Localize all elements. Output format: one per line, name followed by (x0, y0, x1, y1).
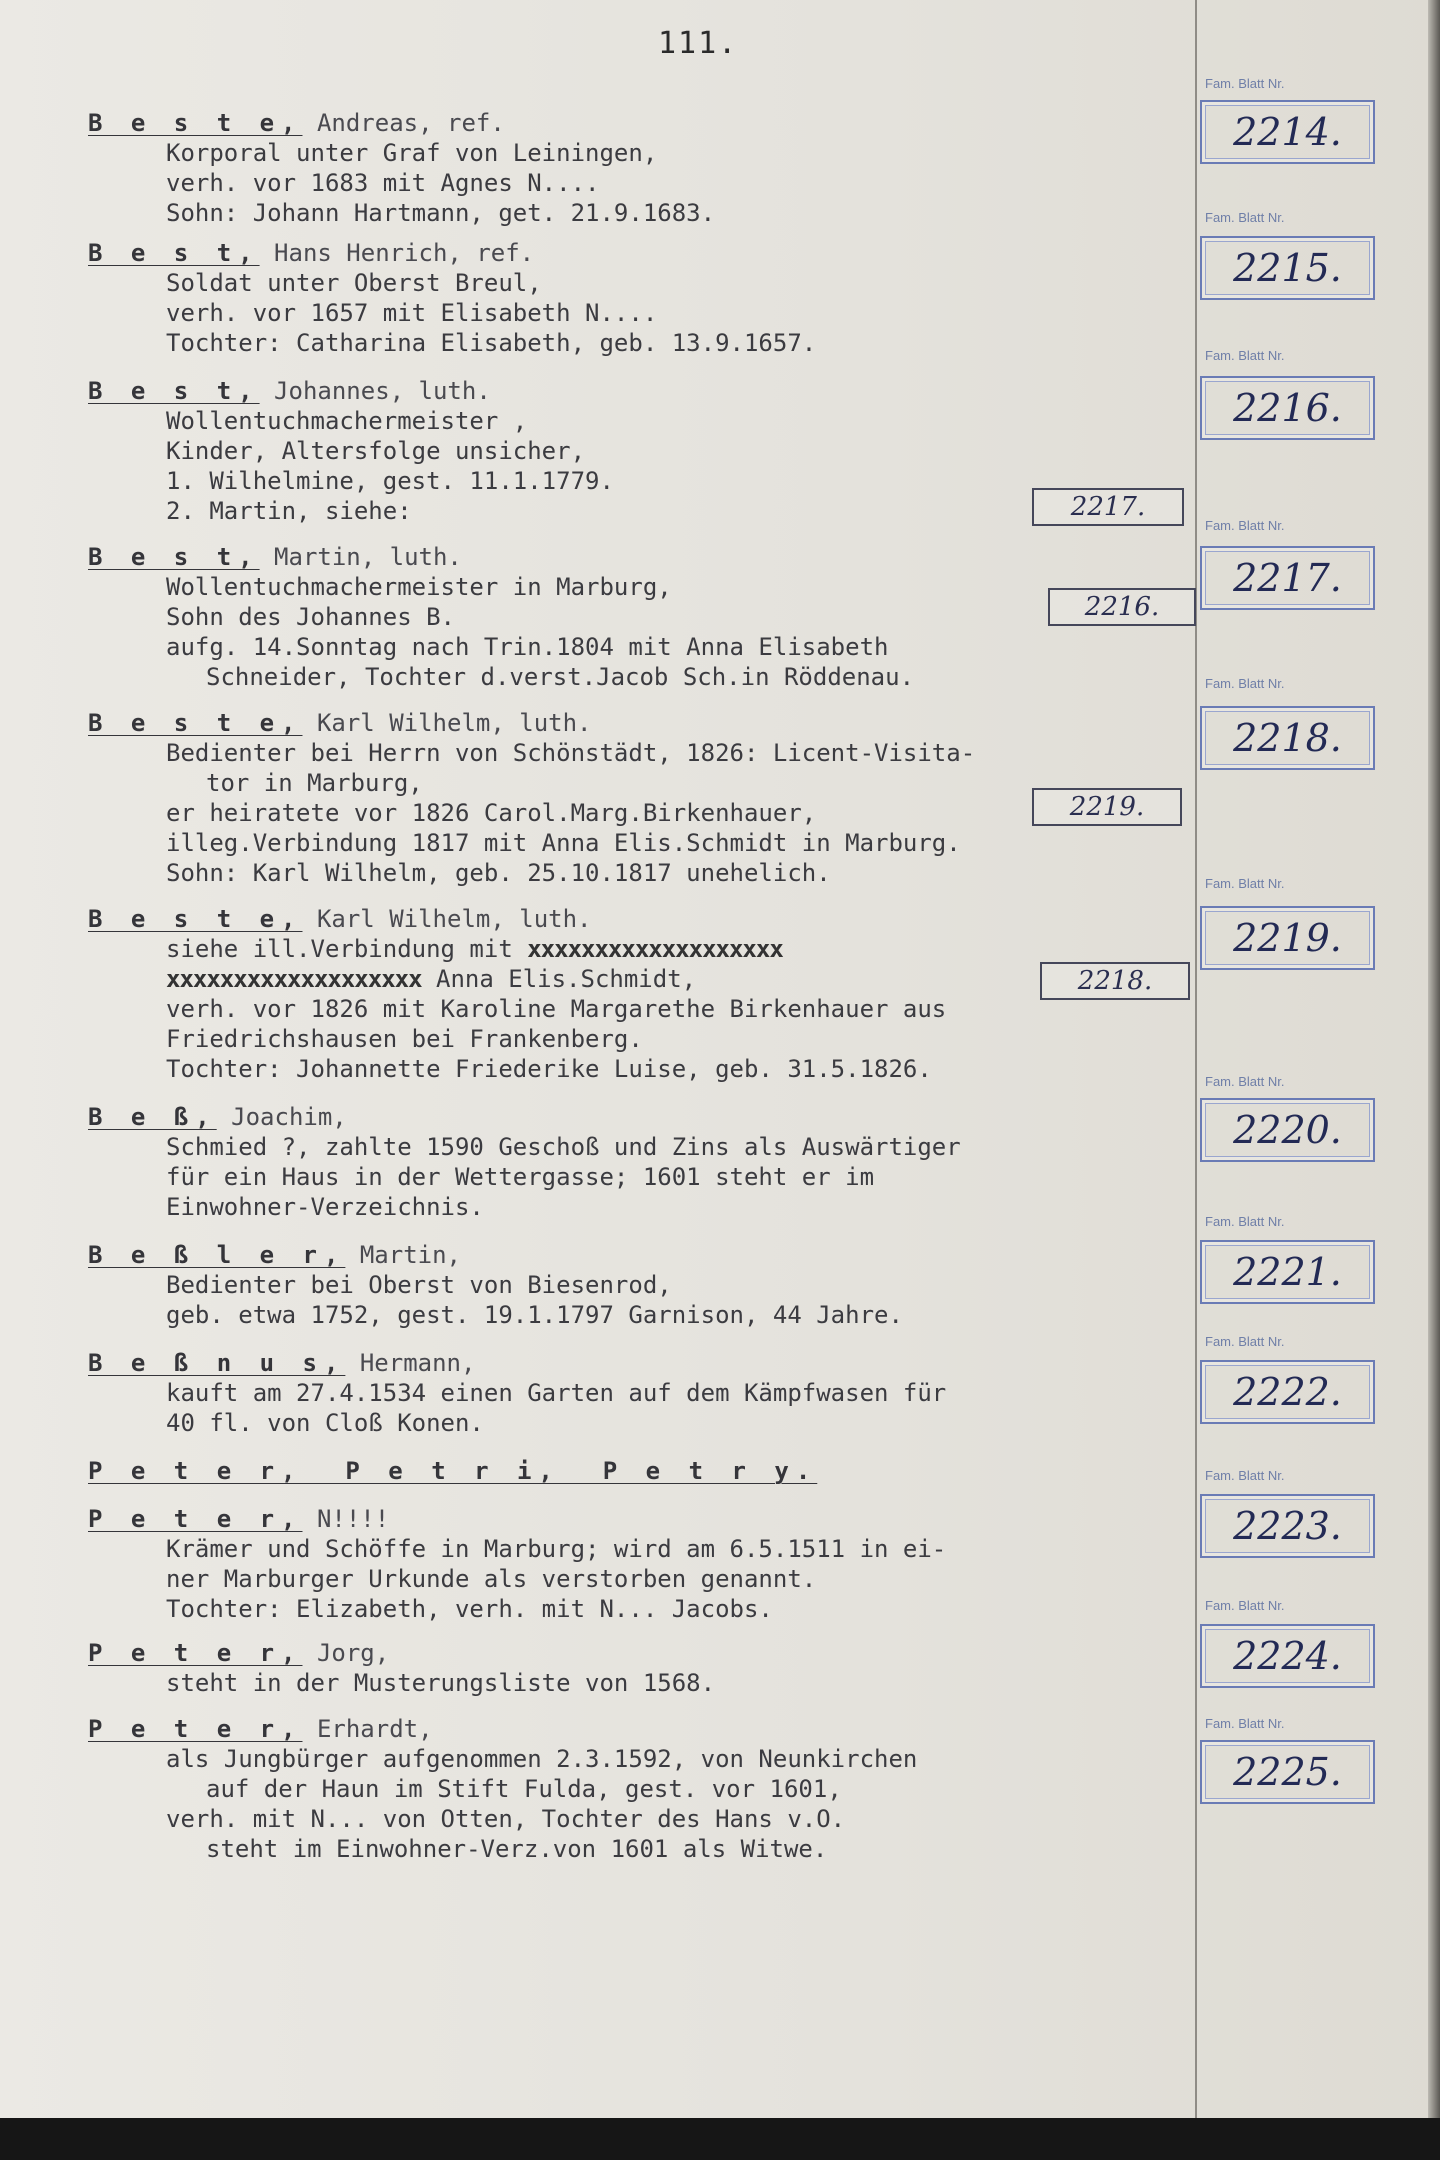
entry-given-name: Martin, luth. (259, 543, 462, 571)
fam-blatt-number: 2215. (1200, 236, 1375, 300)
fam-blatt-number: 2218. (1200, 706, 1375, 770)
entry-line: aufg. 14.Sonntag nach Trin.1804 mit Anna Elisabeth (166, 633, 889, 661)
fam-blatt-label: Fam. Blatt Nr. (1205, 518, 1285, 533)
scan-edge-shadow (1428, 0, 1440, 2160)
entry-line: steht im Einwohner-Verz.von 1601 als Witwe. (206, 1835, 828, 1863)
entry-line: Wollentuchmachermeister in Marburg, (166, 573, 672, 601)
entry-line: Krämer und Schöffe in Marburg; wird am 6.5.1511 in ei- (166, 1535, 947, 1563)
entry-line: ner Marburger Urkunde als verstorben genannt. (166, 1565, 817, 1593)
fam-blatt-label: Fam. Blatt Nr. (1205, 1468, 1285, 1483)
entry-line: steht in der Musterungsliste von 1568. (166, 1669, 716, 1697)
fam-blatt-number: 2217. (1200, 546, 1375, 610)
entry-best-martin (88, 542, 1193, 692)
entry-given-name: Andreas, ref. (302, 109, 505, 137)
entry-line: Sohn: Karl Wilhelm, geb. 25.10.1817 unehelich. (166, 859, 831, 887)
fam-blatt-label: Fam. Blatt Nr. (1205, 876, 1285, 891)
fam-blatt-number: 2222. (1200, 1360, 1375, 1424)
entry-line: geb. etwa 1752, gest. 19.1.1797 Garnison, 44 Jahre. (166, 1301, 903, 1329)
entry-peter-n (88, 1504, 1193, 1624)
entry-line: siehe ill.Verbindung mit (166, 935, 528, 963)
fam-blatt-label: Fam. Blatt Nr. (1205, 76, 1285, 91)
entry-line: Anna Elis.Schmidt, (436, 965, 697, 993)
entry-given-name: Karl Wilhelm, luth. (302, 709, 592, 737)
entry-line: verh. vor 1657 mit Elisabeth N.... (166, 299, 658, 327)
entry-line: verh. mit N... von Otten, Tochter des Hans v.O. (166, 1805, 846, 1833)
entry-surname: B e ß, (88, 1103, 217, 1131)
entry-line: Schneider, Tochter d.verst.Jacob Sch.in Röddenau. (206, 663, 915, 691)
entry-bessnus-hermann (88, 1348, 1193, 1438)
entry-line: Tochter: Catharina Elisabeth, geb. 13.9.1657. (166, 329, 817, 357)
entry-line: 2. Martin, siehe: (166, 497, 412, 525)
entry-line: Soldat unter Oberst Breul, (166, 269, 542, 297)
entry-line: Friedrichshausen bei Frankenberg. (166, 1025, 643, 1053)
fam-blatt-number: 2221. (1200, 1240, 1375, 1304)
fam-blatt-number: 2224. (1200, 1624, 1375, 1688)
entry-line: tor in Marburg, (206, 769, 423, 797)
entry-line: kauft am 27.4.1534 einen Garten auf dem Kämpfwasen für (166, 1379, 947, 1407)
entry-surname: P e t e r, (88, 1505, 303, 1533)
entry-surname: P e t e r, (88, 1715, 303, 1743)
entry-line: Bedienter bei Oberst von Biesenrod, (166, 1271, 672, 1299)
entry-line: als Jungbürger aufgenommen 2.3.1592, von Neunkirchen (166, 1745, 918, 1773)
fam-blatt-number: 2220. (1200, 1098, 1375, 1162)
fam-blatt-number: 2214. (1200, 100, 1375, 164)
inline-ref-box: 2217. (1032, 488, 1184, 526)
entry-given-name: Karl Wilhelm, luth. (302, 905, 592, 933)
fam-blatt-label: Fam. Blatt Nr. (1205, 210, 1285, 225)
inline-ref-box: 2216. (1048, 588, 1196, 626)
fam-blatt-label: Fam. Blatt Nr. (1205, 1716, 1285, 1731)
entry-surname: B e s t e, (88, 709, 303, 737)
inline-ref-box: 2218. (1040, 962, 1190, 1000)
fam-blatt-label: Fam. Blatt Nr. (1205, 1598, 1285, 1613)
entry-best-hans-henrich (88, 238, 1193, 358)
entry-peter-heading (88, 1456, 1193, 1486)
section-heading: P e t e r, P e t r i, P e t r y. (88, 1457, 818, 1485)
fam-blatt-label: Fam. Blatt Nr. (1205, 676, 1285, 691)
entry-line: Sohn: Johann Hartmann, get. 21.9.1683. (166, 199, 716, 227)
entry-line: Tochter: Johannette Friederike Luise, geb. 31.5.1826. (166, 1055, 932, 1083)
entry-beste-karl-wilhelm-2 (88, 904, 1193, 1084)
entry-given-name: Hans Henrich, ref. (259, 239, 535, 267)
fam-blatt-label: Fam. Blatt Nr. (1205, 348, 1285, 363)
page-number: 111. (658, 26, 739, 61)
entry-given-name: N!!!! (302, 1505, 390, 1533)
entry-peter-jorg (88, 1638, 1193, 1698)
entry-line: Einwohner-Verzeichnis. (166, 1193, 484, 1221)
entry-surname: B e s t, (88, 239, 260, 267)
fam-blatt-number: 2216. (1200, 376, 1375, 440)
scan-bottom-edge (0, 2118, 1440, 2160)
entry-bessler-martin (88, 1240, 1193, 1330)
entry-surname: B e s t e, (88, 905, 303, 933)
entry-beste-karl-wilhelm-1 (88, 708, 1193, 888)
entry-line: Schmied ?, zahlte 1590 Geschoß und Zins als Auswärtiger (166, 1133, 961, 1161)
entry-given-name: Erhardt, (302, 1715, 433, 1743)
entry-given-name: Martin, (345, 1241, 461, 1269)
entry-line: Kinder, Altersfolge unsicher, (166, 437, 586, 465)
entry-best-johannes (88, 376, 1193, 526)
entry-line: illeg.Verbindung 1817 mit Anna Elis.Schmidt in Marburg. (166, 829, 961, 857)
entry-line: verh. vor 1826 mit Karoline Margarethe Birkenhauer aus (166, 995, 947, 1023)
fam-blatt-label: Fam. Blatt Nr. (1205, 1214, 1285, 1229)
entry-line: er heiratete vor 1826 Carol.Marg.Birkenhauer, (166, 799, 817, 827)
entry-line: 1. Wilhelmine, gest. 11.1.1779. (166, 467, 614, 495)
entry-given-name: Hermann, (345, 1349, 476, 1377)
fam-blatt-number: 2219. (1200, 906, 1375, 970)
typed-over-text: xxxxxxxxxxxxxxxxxxx (527, 935, 783, 963)
entry-line: Tochter: Elizabeth, verh. mit N... Jacobs. (166, 1595, 773, 1623)
entry-line: 40 fl. von Cloß Konen. (166, 1409, 484, 1437)
fam-blatt-label: Fam. Blatt Nr. (1205, 1334, 1285, 1349)
entry-given-name: Johannes, luth. (259, 377, 491, 405)
entry-line: Korporal unter Graf von Leiningen, (166, 139, 658, 167)
entry-line: verh. vor 1683 mit Agnes N.... (166, 169, 600, 197)
entry-line: für ein Haus in der Wettergasse; 1601 steht er im (166, 1163, 875, 1191)
column-divider (1195, 0, 1197, 2118)
entry-line: Wollentuchmachermeister , (166, 407, 528, 435)
fam-blatt-number: 2223. (1200, 1494, 1375, 1558)
entry-line: auf der Haun im Stift Fulda, gest. vor 1601, (206, 1775, 842, 1803)
entry-line: Bedienter bei Herrn von Schönstädt, 1826: Licent-Visita- (166, 739, 976, 767)
fam-blatt-label: Fam. Blatt Nr. (1205, 1074, 1285, 1089)
entry-bess-joachim (88, 1102, 1193, 1222)
entry-line: Sohn des Johannes B. (166, 603, 455, 631)
inline-ref-box: 2219. (1032, 788, 1182, 826)
entry-surname: B e ß l e r, (88, 1241, 346, 1269)
entry-given-name: Joachim, (216, 1103, 347, 1131)
entry-surname: B e s t, (88, 377, 260, 405)
entry-given-name: Jorg, (302, 1639, 390, 1667)
entry-surname: B e s t e, (88, 109, 303, 137)
entry-peter-erhardt (88, 1714, 1193, 1864)
entry-surname: P e t e r, (88, 1639, 303, 1667)
fam-blatt-number: 2225. (1200, 1740, 1375, 1804)
entry-beste-andreas (88, 108, 1193, 228)
entry-surname: B e ß n u s, (88, 1349, 346, 1377)
entry-surname: B e s t, (88, 543, 260, 571)
typed-over-text: xxxxxxxxxxxxxxxxxxx (166, 965, 422, 993)
